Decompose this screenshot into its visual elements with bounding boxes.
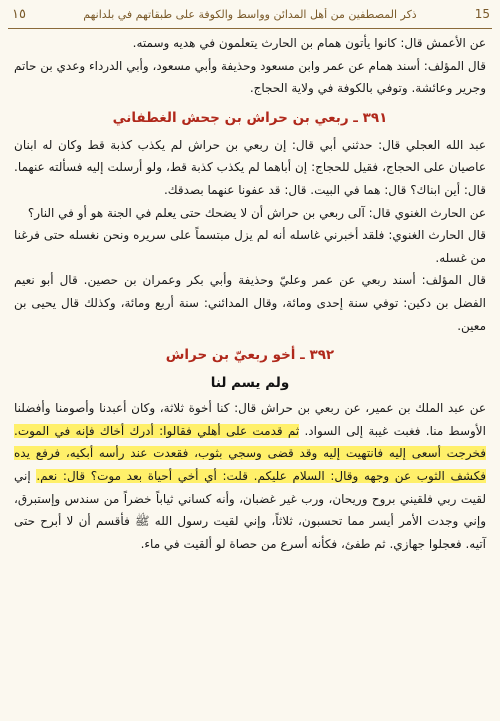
paragraph-with-highlight [14, 397, 486, 555]
page-number-marginal: 15 [474, 7, 490, 21]
paragraph: عن الحارث الغنوي قال: آلى ربعي بن حراش أن لا يضحك حتى يعلم في الجنة هو أو في النار؟ [27, 205, 486, 220]
paragraph: قال المؤلف: أسند ربعي عن عمر وعليّ وحذيفة وأبي بكر وعمران بن حصين. قال أبو نعيم الفضل بن دكين: توفي سنة إحدى ومائة، وقال المدائني: سنة أربع ومائة، وكذلك قال يحيى بن معين. [14, 273, 486, 333]
text-run: إني لقيت ربي فلقيني بروح وريحان، ورب غير غضبان، وأنه كساني ثياباً خضراً من سندس وإستبرق، وإني وجدت الأمر أيسر مما تحسبون، ثلاثاً، وإني لقيت رسول الله ﷺ فأقسم أن لا أبرح حتى آتيه. فعجلوا جهازي. ثم طفئ، فكأنه أسرع من حصاة لو ألقيت في ماء. [14, 468, 486, 551]
page-body [14, 32, 486, 715]
highlighted-text: ثم قدمت على أهلي فقالوا: أدرك أخاك فإنه في الموت. فخرجت أسعى إليه فانتهيت إليه وقد قضى وسجي بثوب، فقعدت عند رأسه أبكيه، فرفع يده فكشف الثوب عن وجهه وقال: السلام عليكم. قلت: أي أخي أحياة بعد موت؟ قال: نعم. [14, 423, 486, 483]
entry-heading-391: ٣٩١ ـ ربعي بن حراش بن جحش الغطفاني [112, 109, 388, 126]
entry-heading-392: ٣٩٢ ـ أخو ربعيّ بن حراش [165, 347, 335, 364]
text-run: عن عبد الملك بن عمير، عن ربعي بن حراش قال: كنا أخوة ثلاثة، وكان أعبدنا وأصومنا وأفضلنا الأوسط منا. فغبت غيبة إلى السواد. [14, 401, 486, 438]
page-header [8, 4, 492, 29]
paragraph: قال المؤلف: أسند همام عن عمر وابن مسعود وحذيفة وأبي مسعود، وأبي الدرداء وعدي بن حاتم وجرير وعائشة. وتوفي بالكوفة في ولاية الحجاج. [14, 58, 486, 96]
paragraph: عبد الله العجلي قال: حدثني أبي قال: إن ربعي بن حراش لم يكذب كذبة قط وكان له ابنان عاصيان على الحجاج، فقيل للحجاج: إن أباهما لم يكذب كذبة قط، ولو أرسلت إليه فسألته عنهما. قال: أين ابناك؟ قال: هما في البيت. قال: قد عفونا عنهما بصدقك. [14, 137, 486, 197]
paragraph: قال الحارث الغنوي: فلقد أخبرني غاسله أنه لم يزل مبتسماً على سريره ونحن نغسله حتى فرغنا من غسله. [14, 228, 486, 265]
entry-subheading: ولم يسم لنا [210, 375, 290, 392]
paragraph: عن الأعمش قال: كانوا يأتون همام بن الحارث يتعلمون في هديه وسمته. [132, 36, 486, 50]
running-title: ذكر المصطفين من أهل المدائن وواسط والكوفة على طبقاتهم في بلدانهم [83, 8, 417, 21]
page-number: ١٥ [12, 7, 26, 22]
